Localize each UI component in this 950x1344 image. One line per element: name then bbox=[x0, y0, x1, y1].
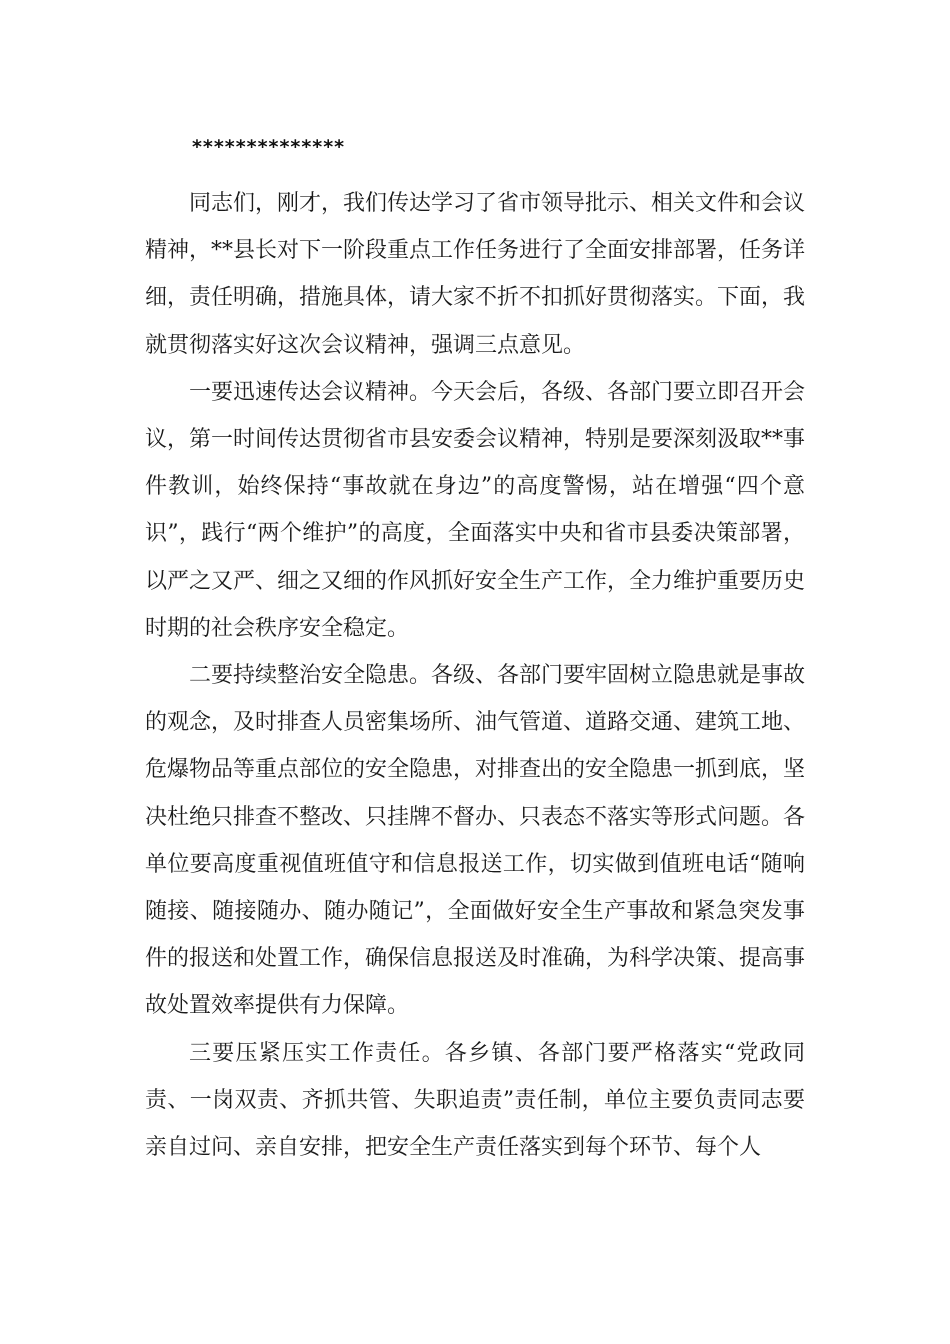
paragraph-point-two: 二要持续整治安全隐患。各级、各部门要牢固树立隐患就是事故的观念，及时排查人员密集场所、油气管道、道路交通、建筑工地、危爆物品等重点部位的安全隐患，对排查出的安全隐患一抓到底，坚决杜绝只排查不整改、只挂牌不督办、只表态不落实等形式问题。各单位要高度重视值班值守和信息报送工作，切实做到值班电话“随响随接、随接随办、随办随记”，全面做好安全生产事故和紧急突发事件的报送和处置工作，确保信息报送及时准确，为科学决策、提高事故处置效率提供有力保障。 bbox=[145, 663, 806, 1019]
masked-heading: ************** bbox=[192, 136, 346, 158]
paragraph-point-three: 三要压紧压实工作责任。各乡镇、各部门要严格落实“党政同责、一岗双责、齐抓共管、失职追责”责任制，单位主要负责同志要亲自过问、亲自安排，把安全生产责任落实到每个环节、每个人 bbox=[145, 1040, 805, 1161]
paragraph-point-one: 一要迅速传达会议精神。今天会后，各级、各部门要立即召开会议，第一时间传达贯彻省市县安委会议精神，特别是要深刻汲取**事件教训，始终保持“事故就在身边”的高度警惕，站在增强“四个意识”，践行“两个维护”的高度，全面落实中央和省市县委决策部署，以严之又严、细之又细的作风抓好安全生产工作，全力维护重要历史时期的社会秩序安全稳定。 bbox=[145, 379, 806, 641]
paragraph-opening: 同志们，刚才，我们传达学习了省市领导批示、相关文件和会议精神，**县长对下一阶段重点工作任务进行了全面安排部署，任务详细，责任明确，措施具体，请大家不折不扣抓好贯彻落实。下面，我就贯彻落实好这次会议精神，强调三点意见。 bbox=[145, 191, 806, 358]
document-body bbox=[145, 180, 805, 1171]
